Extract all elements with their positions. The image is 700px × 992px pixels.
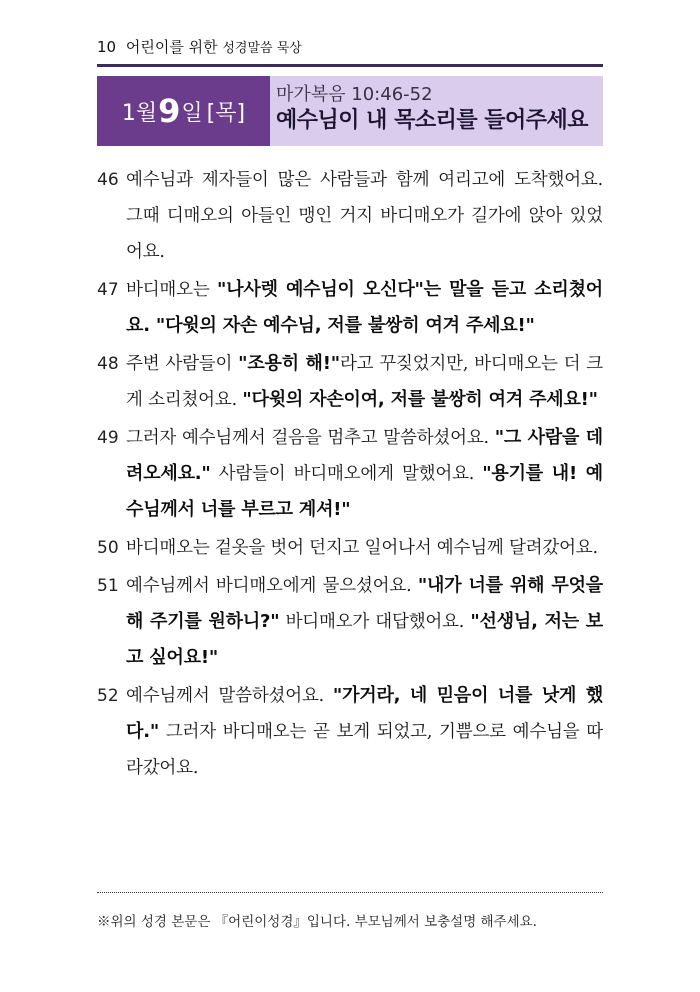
verse-narration: 예수님과 제자들이 많은 사람들과 함께 여리고에 도착했어요. 그때 디매오의 아들인 맹인 거지 바디매오가 길가에 앉아 있었어요. — [126, 170, 603, 262]
verse-quote: "선생님, 저는 보고 싶어요!" — [126, 611, 603, 668]
verse-list — [97, 162, 603, 788]
verse-text — [126, 272, 603, 344]
verse-narration: 바디매오가 대답했어요. — [279, 612, 471, 632]
verse-text — [126, 346, 603, 418]
verse-text — [126, 530, 603, 566]
verse-number: 46 — [97, 170, 119, 190]
verse — [97, 162, 603, 270]
verse-quote: "다윗의 자손이여, 저를 불쌍히 여겨 주세요!" — [242, 389, 598, 410]
verse-narration: 사람들이 바디매오에게 말했어요. — [210, 464, 483, 484]
verse-number: 47 — [97, 280, 119, 300]
date-day: 9 — [158, 92, 181, 130]
date-day-suffix: 일 — [181, 100, 203, 126]
verse-narration: 바디매오는 — [126, 280, 218, 300]
verse-narration: 그러자 예수님께서 걸음을 멈추고 말씀하셨어요. — [126, 428, 495, 448]
verse-narration: 라고 꾸짖었지만, 바디매오는 더 크게 소리쳤어요. — [126, 354, 603, 410]
verse-number: 52 — [97, 686, 119, 706]
book-subtitle: 성경말씀 묵상 — [222, 41, 302, 56]
verse-narration: 예수님께서 말씀하셨어요. — [126, 686, 333, 706]
book-title: 어린이를 위한 — [125, 38, 218, 56]
verse — [97, 272, 603, 344]
date-weekday: [목] — [206, 100, 246, 126]
verse-number: 48 — [97, 354, 119, 374]
verse — [97, 346, 603, 418]
verse-number: 51 — [97, 576, 119, 596]
verse-quote: "그 사람을 데려오세요." — [126, 427, 603, 484]
verse-number: 50 — [97, 538, 119, 558]
header-rule — [97, 64, 603, 67]
verse-quote: "가거라, 네 믿음이 너를 낫게 했다." — [126, 685, 604, 742]
footer-rule — [97, 892, 603, 893]
running-header — [97, 36, 302, 57]
verse — [97, 420, 603, 528]
verse-quote: "용기를 내! 예수님께서 너를 부르고 계셔!" — [126, 463, 603, 520]
verse-narration: 주변 사람들이 — [126, 354, 239, 374]
verse — [97, 568, 603, 676]
verse-text — [126, 420, 603, 528]
footnote: ※위의 성경 본문은 『어린이성경』입니다. 부모님께서 보충설명 해주세요. — [97, 914, 537, 930]
verse — [97, 530, 603, 566]
verse-number: 49 — [97, 428, 119, 448]
date-box — [97, 76, 270, 146]
verse-text — [126, 568, 603, 676]
verse-text — [126, 162, 603, 270]
verse-text — [126, 678, 603, 786]
title-band — [97, 76, 603, 146]
passage-box — [270, 76, 603, 146]
verse-narration: 예수님께서 바디매오에게 물으셨어요. — [126, 576, 418, 596]
verse-quote: "조용히 해!" — [238, 353, 340, 374]
verse-quote: "내가 너를 위해 무엇을 해 주기를 원하니?" — [126, 575, 603, 632]
verse-narration: 바디매오는 겉옷을 벗어 던지고 일어나서 예수님께 달려갔어요. — [126, 538, 598, 558]
verse-narration: 그러자 바디매오는 곧 보게 되었고, 기쁨으로 예수님을 따라갔어요. — [126, 722, 603, 778]
passage-title: 예수님이 내 목소리를 들어주세요 — [276, 108, 589, 133]
verse-quote: "나사렛 예수님이 오신다"는 말을 듣고 소리쳤어요. "다윗의 자손 예수님, 저를 불쌍히 여겨 주세요!" — [126, 279, 603, 336]
date-month: 1월 — [121, 100, 158, 126]
verse — [97, 678, 603, 786]
passage-reference: 마가복음 10:46-52 — [276, 84, 433, 105]
page-number: 10 — [97, 38, 117, 56]
